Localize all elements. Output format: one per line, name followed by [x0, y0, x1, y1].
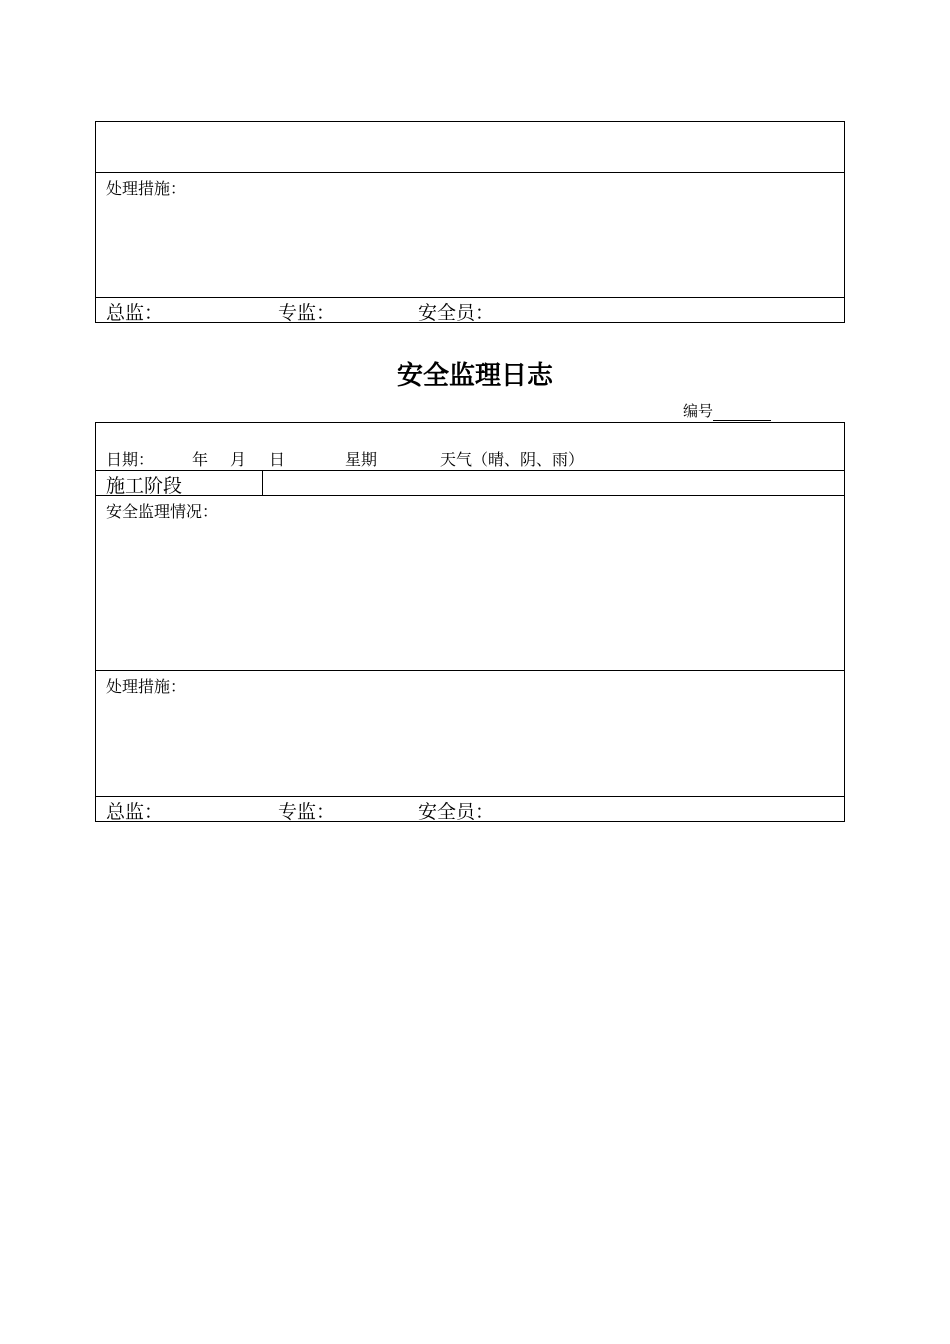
signature-row — [96, 297, 844, 322]
signature-row-2 — [96, 796, 844, 821]
measures-label-2: 处理措施： — [106, 677, 187, 696]
measures-label: 处理措施： — [106, 179, 187, 198]
year-label: 年 — [192, 450, 209, 469]
serial-blank — [713, 404, 771, 421]
page-title: 安全监理日志 — [396, 361, 553, 391]
month-label: 月 — [230, 450, 247, 469]
weather-label: 天气（晴、阴、雨） — [440, 450, 585, 469]
construction-stage-row — [96, 470, 844, 496]
chief-supervisor-label: 总监： — [106, 302, 164, 324]
blank-row — [96, 122, 844, 172]
safety-officer-label-2: 安全员： — [418, 801, 495, 823]
measures-section — [96, 172, 844, 298]
measures-section-2 — [96, 670, 844, 796]
safety-log-form — [95, 422, 845, 822]
safety-situation-label: 安全监理情况： — [106, 502, 219, 521]
safety-situation-section — [96, 495, 844, 671]
safety-officer-label: 安全员： — [418, 302, 495, 324]
weekday-label: 星期 — [345, 450, 378, 469]
form-top-continued — [95, 121, 845, 323]
date-label: 日期： — [106, 450, 155, 469]
day-label: 日 — [269, 450, 286, 469]
specialist-supervisor-label-2: 专监： — [278, 801, 336, 823]
specialist-supervisor-label: 专监： — [278, 302, 336, 324]
date-weather-row — [96, 423, 844, 470]
stage-divider — [262, 471, 263, 496]
chief-supervisor-label-2: 总监： — [106, 801, 164, 823]
serial-label: 编号 — [683, 402, 714, 420]
construction-stage-label: 施工阶段 — [106, 475, 183, 497]
serial-number — [683, 400, 771, 421]
